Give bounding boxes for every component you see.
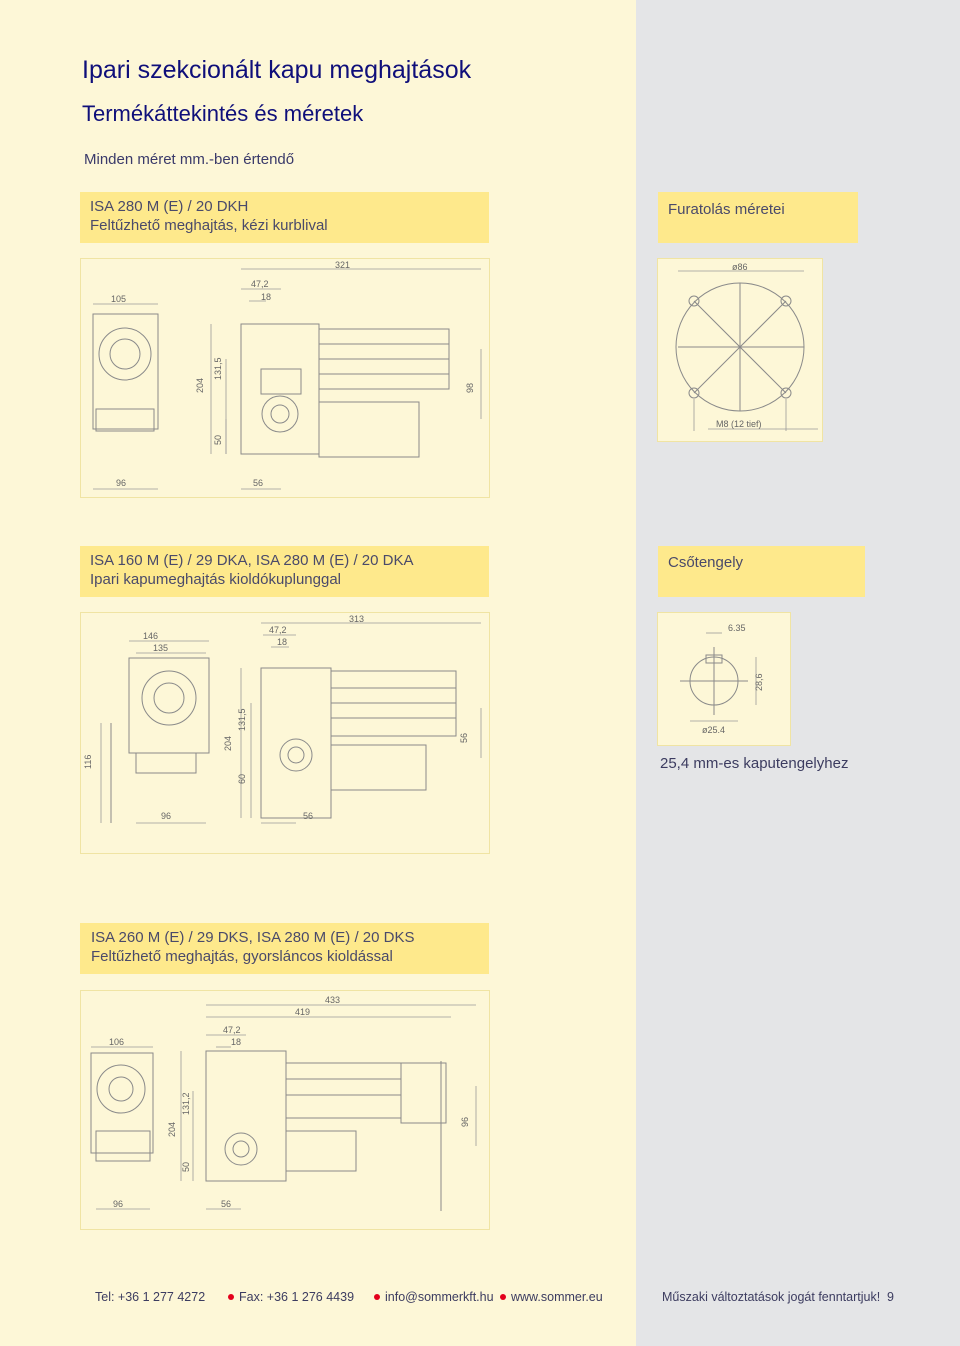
dim-label: 204 [195,377,205,393]
dim-label: 313 [349,614,365,624]
dim-label: 131,2 [181,1092,191,1115]
dim-label: 18 [231,1037,242,1047]
section-2-label [80,546,489,597]
section-3-description: Feltűzhető meghajtás, gyorsláncos kioldással [91,948,393,965]
dim-label: 56 [303,811,314,821]
dim-label: 56 [221,1199,232,1209]
dim-label: 47,2 [269,625,287,635]
dim-label: 131,5 [237,708,247,731]
page-title: Ipari szekcionált kapu meghajtások [82,56,472,84]
dim-label: 321 [335,260,351,270]
drill-pattern-drawing [657,258,823,442]
drill-thread-label: M8 (12 tief) [716,419,762,429]
dim-label: 50 [213,434,223,445]
shaft-key-label: 6.35 [728,623,746,633]
dim-label: 18 [261,292,272,302]
dim-label: 204 [223,735,233,751]
drill-label: Furatolás méretei [668,201,785,218]
footer-disclaimer: Műszaki változtatások jogát fenntartjuk! [662,1290,881,1304]
page-number: 9 [887,1290,894,1304]
footer-fax: Fax: +36 1 276 4439 [239,1290,355,1304]
dim-label: 96 [116,478,127,488]
shaft-label: Csőtengely [668,554,744,571]
dim-label: 50 [181,1161,191,1172]
units-note: Minden méret mm.-ben értendő [84,151,295,168]
shaft-label-box [658,546,865,597]
dim-label: 135 [153,643,169,653]
section-1-label [80,192,489,243]
section-3-label [80,923,489,974]
shaft-diameter-label: ø25.4 [702,725,726,735]
footer-web-link[interactable]: www.sommer.eu [511,1290,603,1304]
drawing-section-3 [80,990,490,1230]
section-2-model: ISA 160 M (E) / 29 DKA, ISA 280 M (E) / 20 DKA [90,552,414,569]
dim-label: 18 [277,637,288,647]
dim-label: 56 [253,478,264,488]
dim-label: 116 [83,754,93,769]
drawing-section-1 [80,258,490,498]
shaft-width-label: 28,6 [754,673,764,691]
dim-label: 96 [460,1116,470,1127]
dim-label: 106 [109,1037,125,1047]
section-2-description: Ipari kapumeghajtás kioldókuplunggal [90,571,342,588]
dim-label: 96 [113,1199,124,1209]
page-subtitle: Termékáttekintés és méretek [82,101,364,126]
dim-label: 47,2 [251,279,269,289]
shaft-drawing [657,612,791,746]
section-3-model: ISA 260 M (E) / 29 DKS, ISA 280 M (E) / 20 DKS [91,929,415,946]
dim-label: 47,2 [223,1025,241,1035]
section-1-description: Feltűzhető meghajtás, kézi kurblival [90,217,328,234]
drill-diameter-label: ø86 [732,262,748,272]
dim-label: 433 [325,995,341,1005]
footer-tel: Tel: +36 1 277 4272 [95,1290,206,1304]
bullet-dot [500,1294,506,1300]
section-1-model: ISA 280 M (E) / 20 DKH [90,198,249,215]
shaft-caption: 25,4 mm-es kaputengelyhez [660,755,849,772]
bullet-dot [374,1294,380,1300]
drawing-section-2 [80,612,490,854]
dim-label: 96 [161,811,172,821]
dim-label: 131,5 [213,357,223,380]
dim-label: 60 [237,773,247,784]
dim-label: 105 [111,294,127,304]
bullet-dot [228,1294,234,1300]
dim-label: 56 [459,732,469,743]
dim-label: 419 [295,1007,311,1017]
footer-email-link[interactable]: info@sommerkft.hu [385,1290,494,1304]
dim-label: 204 [167,1121,177,1137]
dim-label: 146 [143,631,159,641]
dim-label: 98 [465,382,475,393]
drill-label-box [658,192,858,243]
